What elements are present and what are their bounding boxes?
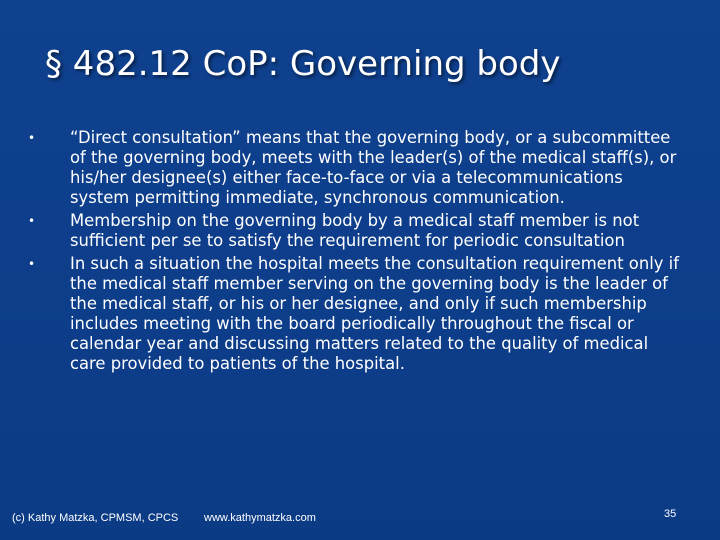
- bullet-marker: •: [28, 131, 36, 145]
- slide-number: 35: [664, 508, 677, 520]
- footer-copyright: (c) Kathy Matzka, CPMSM, CPCS: [12, 512, 179, 524]
- bullet-item: [28, 128, 688, 208]
- slide-title: § 482.12 CoP: Governing body: [45, 44, 561, 84]
- bullet-item: [28, 211, 688, 251]
- bullet-text: Membership on the governing body by a medical staff member is not sufficient per se to satisfy the requirement for periodic consultation: [70, 211, 640, 250]
- bullet-item: [28, 254, 688, 374]
- footer-url: www.kathymatzka.com: [204, 512, 316, 524]
- bullet-marker: •: [28, 214, 36, 228]
- bullet-marker: •: [28, 257, 36, 271]
- bullet-list: [28, 128, 688, 377]
- bullet-text: In such a situation the hospital meets the consultation requirement only if the medical staff member serving on the governing body is the leader of the medical staff, or his or her designee, and only if such membership includes meeting with the board periodically throughout the fiscal or calendar year and discussing matters related to the quality of medical care provided to patients of the hospital.: [70, 254, 679, 373]
- bullet-text: “Direct consultation” means that the governing body, or a subcommittee of the governing body, meets with the leader(s) of the medical staff(s), or his/her designee(s) either face-to-face or via a telecommunications system permitting immediate, synchronous communication.: [70, 128, 677, 207]
